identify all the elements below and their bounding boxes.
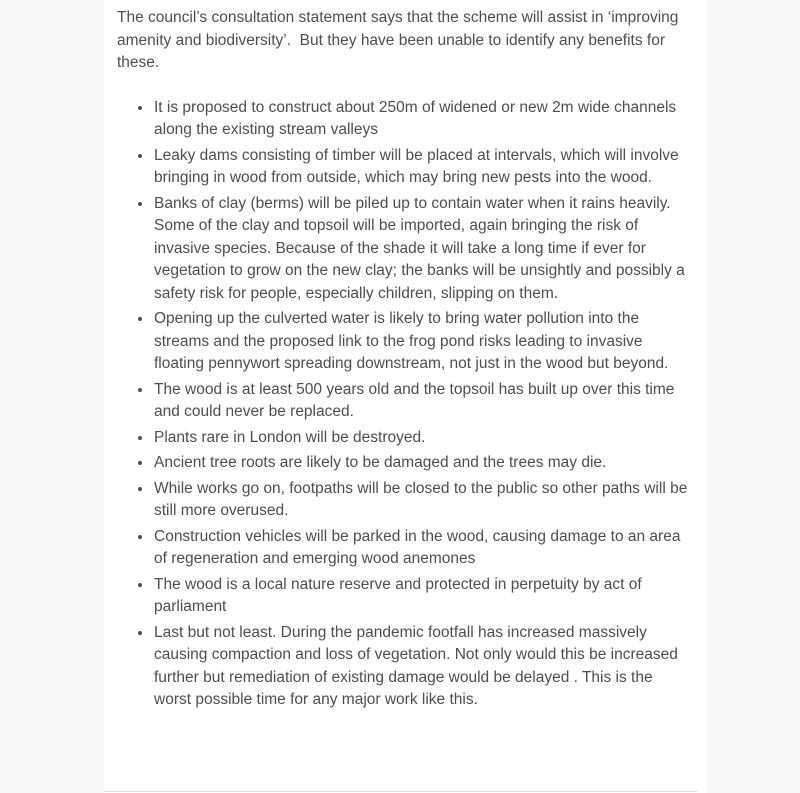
bullet-item: • Construction vehicles will be parked in the wood, causing damage to an area of regeneration and emerging wood anemones	[153, 526, 690, 571]
bullet-item: • The wood is at least 500 years old and the topsoil has built up over this time and could never be replaced.	[153, 379, 690, 424]
bullet-item: • While works go on, footpaths will be closed to the public so other paths will be still more overused.	[153, 478, 690, 523]
bullet-item: • Leaky dams consisting of timber will be placed at intervals, which will involve bringing in wood from outside, which may bring new pests into the wood.	[153, 145, 690, 190]
bottom-divider	[104, 791, 697, 792]
document-content-area	[104, 0, 706, 793]
bullet-item: • Plants rare in London will be destroyed.	[153, 427, 690, 450]
bullet-item: • Ancient tree roots are likely to be damaged and the trees may die.	[153, 452, 690, 475]
bullet-item: • Banks of clay (berms) will be piled up to contain water when it rains heavily. Some of the clay and topsoil will be imported, again bringing the risk of invasive species. Because of the shade it will take a long time if ever for vegetation to grow on the new clay; the banks will be unsightly and possibly a safety risk for people, especially children, slipping on them.	[153, 193, 690, 306]
bullet-item: • Last but not least. During the pandemic footfall has increased massively causing compaction and loss of vegetation. Not only would this be increased further but remediation of existing damage would be delayed . This is the worst possible time for any major work like this.	[153, 622, 690, 712]
intro-paragraph: The council’s consultation statement says that the scheme will assist in ‘improving amenity and biodiversity’. But they have been unable to identify any benefits for these.	[117, 9, 683, 71]
bullet-list	[117, 97, 690, 712]
bullet-item: • The wood is a local nature reserve and protected in perpetuity by act of parliament	[153, 574, 690, 619]
bullet-item: • Opening up the culverted water is likely to bring water pollution into the streams and the proposed link to the frog pond risks leading to invasive floating pennywort spreading downstream, not just in the wood but beyond.	[153, 308, 690, 376]
bullet-item: • It is proposed to construct about 250m of widened or new 2m wide channels along the existing stream valleys	[153, 97, 690, 142]
